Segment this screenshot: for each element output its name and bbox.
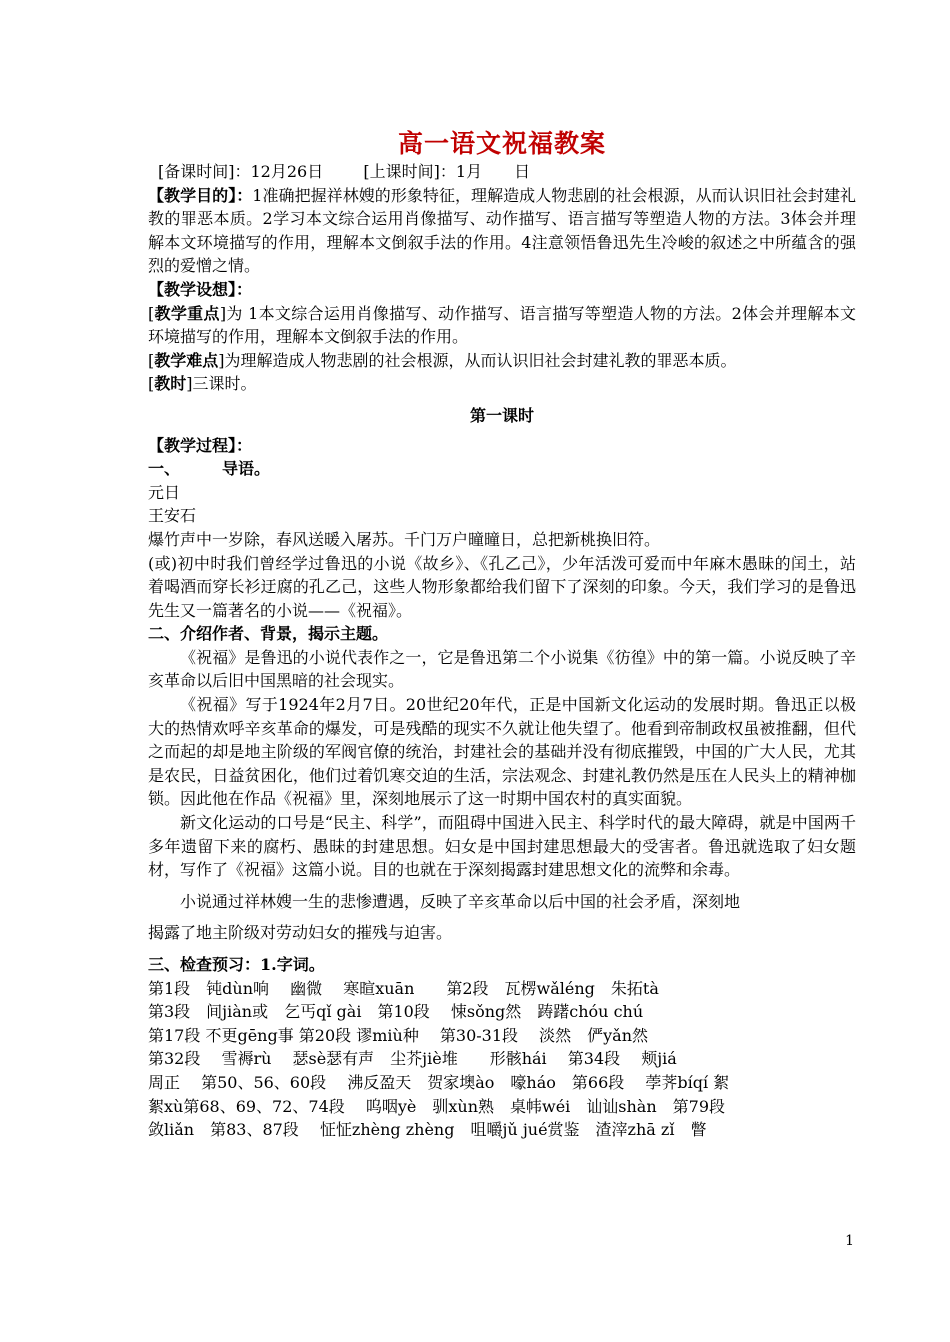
key-points-label: 教学重点	[154, 303, 220, 323]
bracket-close: ]	[218, 350, 225, 370]
vocab-row: 絮xù第68、69、72、74段 呜咽yè 驯xùn熟 桌帏wéi 讪讪shàn 第79段	[148, 1096, 725, 1116]
design-heading: 【教学设想】：	[148, 279, 253, 299]
lesson-heading: 第一课时	[469, 405, 534, 425]
hours-label: 教时	[154, 374, 187, 394]
theme-line-2: 揭露了地主阶级对劳动妇女的摧残与迫害。	[148, 923, 453, 943]
class-time-label: [上课时间]：	[363, 162, 456, 181]
teaching-goals	[148, 184, 856, 278]
poem-title: 元日	[148, 482, 181, 502]
vocab-row: 第3段 间jiàn或 乞丐qǐ gài 第10段 悚sǒng然 踌躇chóu chú	[148, 1002, 644, 1022]
bracket-open: [	[148, 303, 155, 323]
section-3-number: 三、	[148, 955, 181, 974]
body-paragraph: 《祝福》写于1924年2月7日。20世纪20年代，正是中国新文化运动的发展时期。鲁迅正以极大的热情欢呼辛亥革命的爆发，可是残酷的现实不久就让他失望了。他看到帝制政权虽被推翻，但代之而起的却是地主阶级的军阀官僚的统治，封建社会的基础并没有彻底摧毁，中国的广大人民，尤其是农民，日益贫困化，他们过着饥寒交迫的生活，宗法观念、封建礼教仍然是压在人民头上的精神枷锁。因此他在作品《祝福》里，深刻地展示了这一时期中国农村的真实面貌。	[148, 695, 856, 809]
vocabulary-list	[148, 977, 856, 1142]
section-3-heading	[148, 953, 856, 977]
vocab-row: 第32段 雪褥rù 瑟sè瑟有声 尘芥jiè堆 形骸hái 第34段 颊jiá	[148, 1049, 677, 1069]
poem-text: 爆竹声中一岁除，春风送暖入屠苏。千门万户曈曈日，总把新桃换旧符。	[148, 529, 661, 549]
body-paragraph: 新文化运动的口号是“民主、科学”，而阻碍中国进入民主、科学时代的最大障碍，就是中国两千多年遗留下来的腐朽、愚昧的封建思想。妇女是中国封建思想最大的受害者。鲁迅就选取了妇女题材，写作了《祝福》这篇小说。目的也就在于深刻揭露封建思想文化的流弊和余毒。	[148, 813, 856, 880]
page-number: 1	[845, 1233, 854, 1249]
vocab-row: 第1段 钝dùn响 幽微 寒暄xuān 第2段 瓦楞wǎléng 朱拓tà	[148, 978, 659, 998]
class-time-value: 1月 日	[455, 162, 531, 181]
section-1-number: 一、	[148, 459, 181, 479]
class-hours	[148, 372, 856, 396]
difficulties-label: 教学难点	[154, 350, 219, 370]
key-points	[148, 302, 856, 349]
section-2-number: 二、	[148, 624, 181, 644]
poem-author: 王安石	[148, 506, 197, 526]
section-1-heading	[148, 457, 856, 481]
prep-time-label: [备课时间]：	[158, 162, 251, 181]
prep-time-value: 12月26日	[250, 162, 324, 181]
intro-paragraph: (或)初中时我们曾经学过鲁迅的小说《故乡》、《孔乙己》，少年活泼可爱而中年麻木愚昧的闰土，站着喝酒而穿长衫迂腐的孔乙己，这些人物形象都给我们留下了深刻的印象。今天，我们学习的是鲁迅先生又一篇著名的小说——《祝福》。	[148, 553, 856, 620]
section-2-heading	[148, 622, 856, 646]
difficulties	[148, 349, 856, 373]
schedule-line	[148, 160, 856, 184]
theme-line-1: 小说通过祥林嫂一生的悲惨遭遇，反映了辛亥革命以后中国的社会矛盾，深刻地	[180, 891, 741, 911]
hours-text: 三课时。	[192, 374, 257, 394]
document-page	[148, 128, 856, 1142]
section-1-title: 导语。	[222, 459, 271, 479]
bracket-open: [	[148, 374, 155, 394]
document-title: 高一语文祝福教案	[397, 129, 606, 158]
bracket-close: ]	[186, 374, 193, 394]
bracket-open: [	[148, 350, 155, 370]
process-heading: 【教学过程】：	[148, 435, 253, 455]
difficulties-text: 为理解造成人物悲剧的社会根源，从而认识旧社会封建礼教的罪恶本质。	[224, 350, 737, 370]
vocab-row: 周正 第50、56、60段 沸反盈天 贺家墺ào 嚎háo 第66段 荸荠bíqí 絮	[148, 1072, 730, 1092]
vocab-row: 第17段 不更gēng事 第20段 谬miù种 第30-31段 淡然 俨yǎn然	[148, 1025, 649, 1045]
goals-text: 1准确把握祥林嫂的形象特征，理解造成人物悲剧的社会根源，从而认识旧社会封建礼教的罪恶本质。2学习本文综合运用肖像描写、动作描写、语言描写等塑造人物的方法。3体会并理解本文环境描写的作用，理解本文倒叙手法的作用。4注意领悟鲁迅先生冷峻的叙述之中所蕴含的强烈的爱憎之情。	[148, 185, 856, 276]
body-paragraph: 《祝福》是鲁迅的小说代表作之一，它是鲁迅第二个小说集《彷徨》中的第一篇。小说反映了辛亥革命以后旧中国黑暗的社会现实。	[148, 647, 856, 691]
section-2-title: 介绍作者、背景，揭示主题。	[180, 624, 389, 644]
vocab-row: 敛liǎn 第83、87段 怔怔zhèng zhèng 咀嚼jǔ jué赏鉴 渣滓zhā zǐ 瞥	[148, 1120, 707, 1140]
section-3-title: 检查预习：1.字词。	[180, 955, 325, 974]
goals-label: 【教学目的】：	[148, 185, 253, 205]
key-points-text: 为 1本文综合运用肖像描写、动作描写、语言描写等塑造人物的方法。2体会并理解本文环境描写的作用，理解本文倒叙手法的作用。	[148, 303, 856, 347]
bracket-close: ]	[219, 303, 227, 323]
